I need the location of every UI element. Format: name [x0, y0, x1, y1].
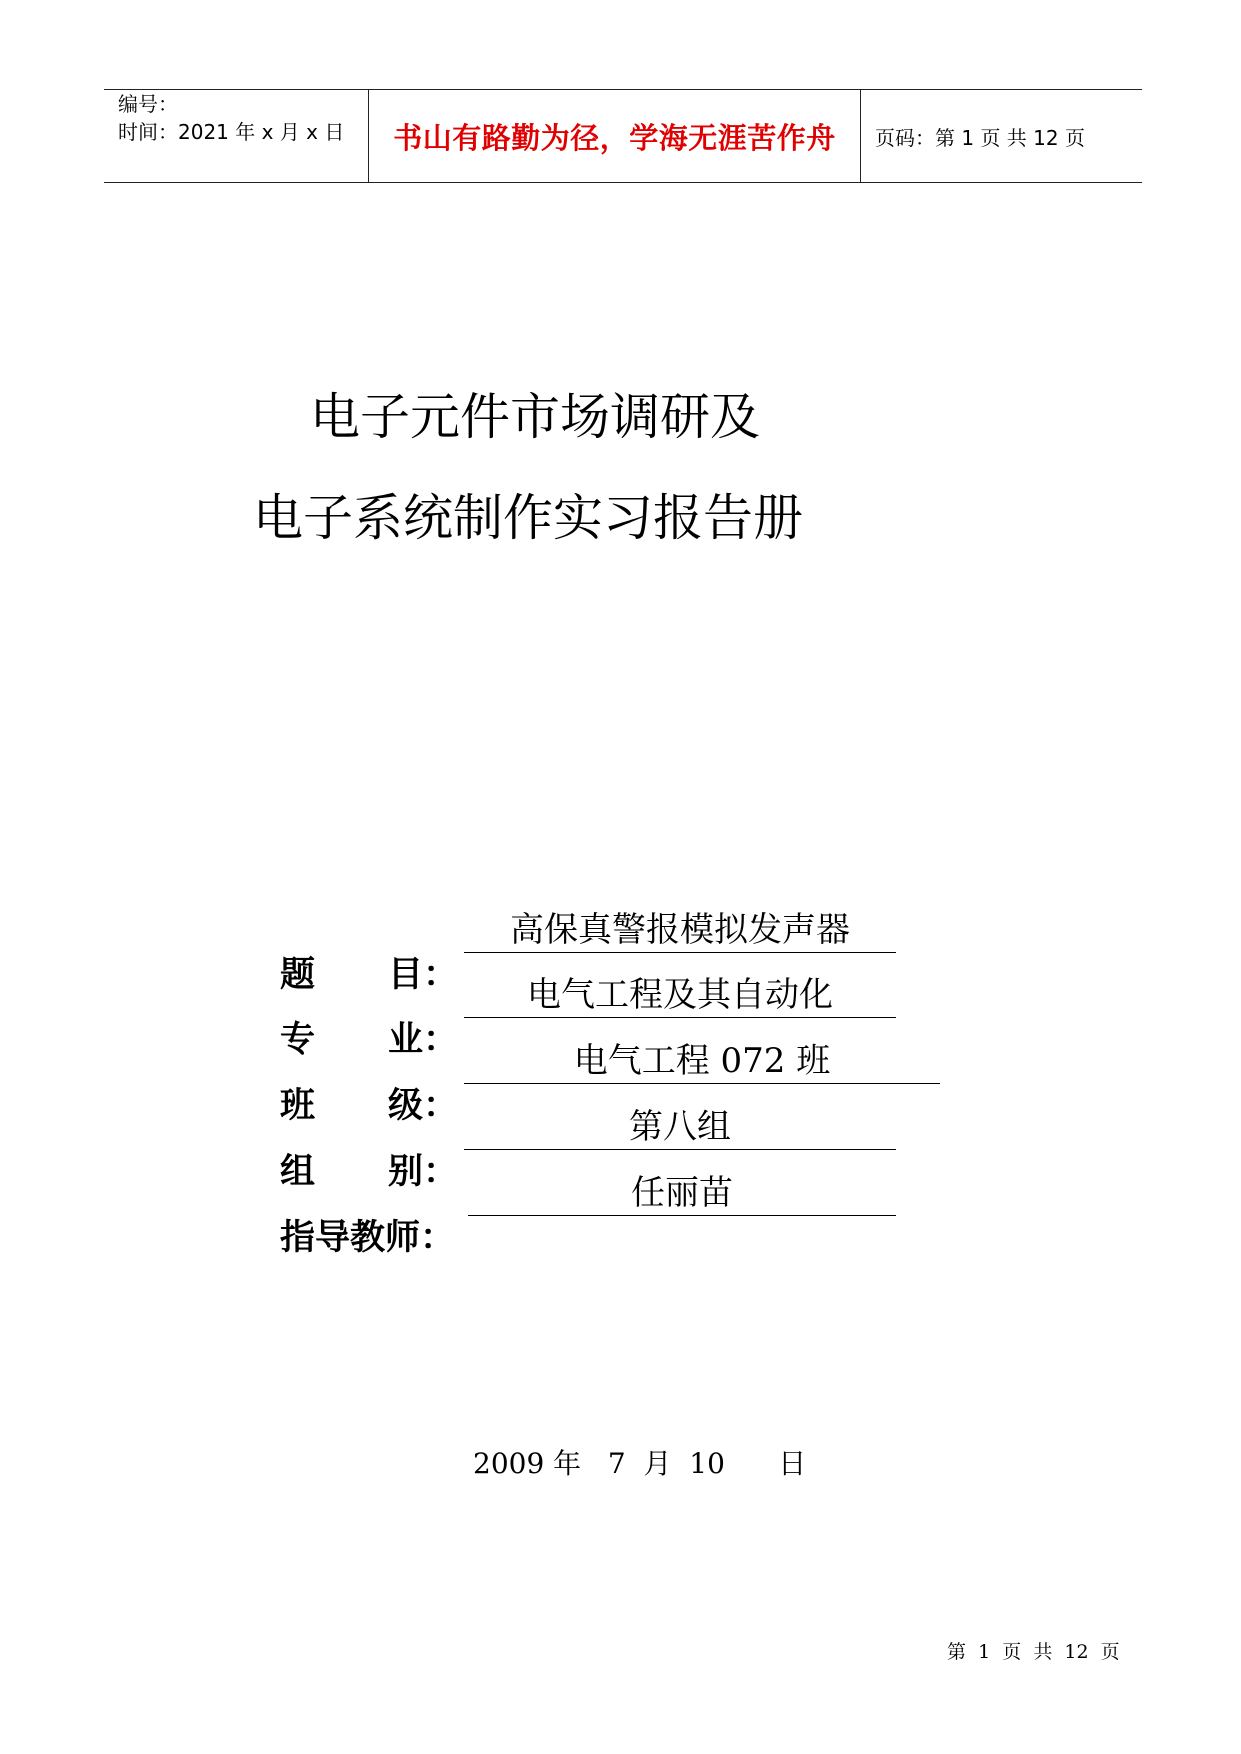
page-footer: 第 1 页 共 12 页 [947, 1641, 1120, 1663]
field-advisor-value: 任丽苗 [468, 1171, 896, 1216]
field-topic-label-a: 题 [280, 955, 316, 995]
field-major-label-a: 专 [280, 1020, 316, 1060]
page-info: 页码：第 1 页 共 12 页 [875, 125, 1085, 150]
field-group [280, 1100, 731, 1192]
header-motto-cell [369, 90, 861, 182]
field-group-label-b: 别： [388, 1152, 459, 1192]
header-page-cell [861, 90, 1142, 182]
field-group-label-a: 组 [280, 1152, 316, 1192]
field-major-label-b: 业： [388, 1020, 459, 1060]
field-class [280, 1034, 831, 1126]
motto-text: 书山有路勤为径，学海无涯苦作舟 [393, 120, 836, 155]
field-topic-value: 高保真警报模拟发声器 [464, 908, 896, 953]
page-header [104, 89, 1142, 183]
field-advisor [280, 1166, 733, 1258]
report-title-line2: 电子系统制作实习报告册 [253, 489, 803, 547]
header-meta-cell [104, 90, 369, 182]
field-topic-label-b: 目： [388, 955, 459, 995]
report-date: 2009 年 7 月 10 日 [473, 1447, 807, 1480]
report-title-line1: 电子元件市场调研及 [310, 388, 760, 446]
field-group-value: 第八组 [464, 1105, 896, 1150]
field-class-label-b: 级： [388, 1086, 459, 1126]
field-advisor-label-text: 指导教师： [280, 1218, 456, 1258]
time-label: 时间：2021 年 x 月 x 日 [118, 120, 345, 144]
field-major [280, 968, 833, 1060]
field-major-value: 电气工程及其自动化 [464, 973, 896, 1018]
number-label: 编号： [118, 92, 178, 116]
field-class-label-a: 班 [280, 1086, 316, 1126]
field-class-value: 电气工程 072 班 [464, 1039, 940, 1084]
